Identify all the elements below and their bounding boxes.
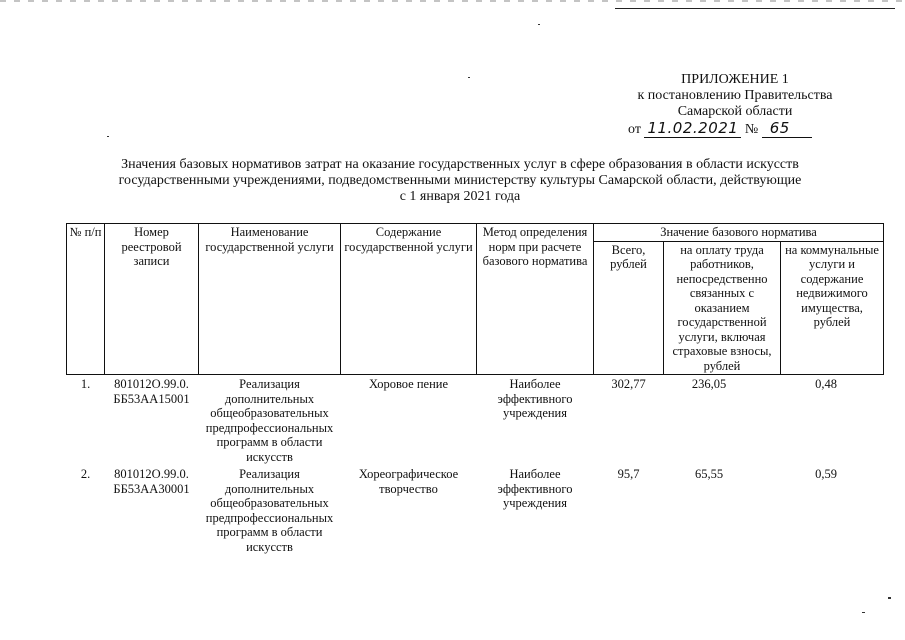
row-num: 1. — [80, 377, 91, 391]
scan-top-rule — [615, 8, 895, 9]
header-total: Всего, рублей — [594, 241, 664, 375]
scan-speck — [538, 24, 540, 25]
appendix-decree-line: к постановлению Правительства — [637, 88, 833, 103]
header-num: № п/п — [67, 224, 105, 375]
scan-speck — [862, 612, 865, 613]
scan-speck — [468, 77, 470, 78]
decree-number: 65 — [762, 119, 812, 138]
header-content: Содержание государственной услуги — [341, 224, 477, 375]
row-method: Наиболее эффективного учреждения — [497, 467, 573, 510]
header-value-group: Значение базового норматива — [594, 224, 884, 242]
table-row — [67, 375, 884, 466]
appendix-date-line — [600, 120, 870, 138]
row-service-name: Реализация дополнительных общеобразовательных предпрофессиональных программ в области искусств — [205, 467, 334, 554]
row-content: Хоровое пение — [368, 377, 449, 391]
row-num: 2. — [80, 467, 91, 481]
row-method: Наиболее эффективного учреждения — [497, 377, 573, 420]
header-utilities: на коммунальные услуги и содержание недвижимого имущества, рублей — [781, 241, 884, 375]
appendix-block — [600, 72, 870, 138]
header-registry: Номер реестровой записи — [105, 224, 199, 375]
document-title-line-2: государственными учреждениями, подведомственными министерству культуры Самарской области, действующие — [118, 173, 802, 188]
header-labor: на оплату труда работников, непосредственно связанных с оказанием государственной услуги, включая страховые взносы, рублей — [664, 241, 781, 375]
appendix-title: ПРИЛОЖЕНИЕ 1 — [681, 72, 789, 87]
date-prefix: от — [628, 122, 641, 137]
row-content: Хореографическое творчество — [358, 467, 459, 496]
document-title-line-1: Значения базовых нормативов затрат на оказание государственных услуг в сфере образования в области искусств — [121, 157, 799, 172]
table-row — [67, 465, 884, 555]
row-registry: 801012О.99.0. ББ53АА15001 — [113, 377, 190, 406]
row-registry: 801012О.99.0. ББ53АА30001 — [113, 467, 190, 496]
scan-speck — [888, 597, 891, 599]
row-utilities: 0,48 — [815, 377, 837, 391]
number-prefix: № — [744, 122, 759, 137]
row-total: 95,7 — [617, 467, 640, 481]
row-labor: 65,55 — [694, 467, 724, 481]
document-title-line-3: с 1 января 2021 года — [399, 189, 521, 204]
row-service-name: Реализация дополнительных общеобразовательных предпрофессиональных программ в области искусств — [205, 377, 334, 464]
header-service-name: Наименование государственной услуги — [199, 224, 341, 375]
appendix-region-line: Самарской области — [677, 104, 793, 119]
scan-top-edge — [0, 0, 905, 2]
row-utilities: 0,59 — [815, 467, 837, 481]
document-title — [60, 157, 860, 205]
decree-date: 11.02.2021 — [644, 119, 741, 138]
row-total: 302,77 — [611, 377, 646, 391]
header-method: Метод определения норм при расчете базового норматива — [477, 224, 594, 375]
row-labor: 236,05 — [691, 377, 727, 391]
scan-speck — [107, 136, 109, 137]
norms-table — [66, 223, 884, 555]
